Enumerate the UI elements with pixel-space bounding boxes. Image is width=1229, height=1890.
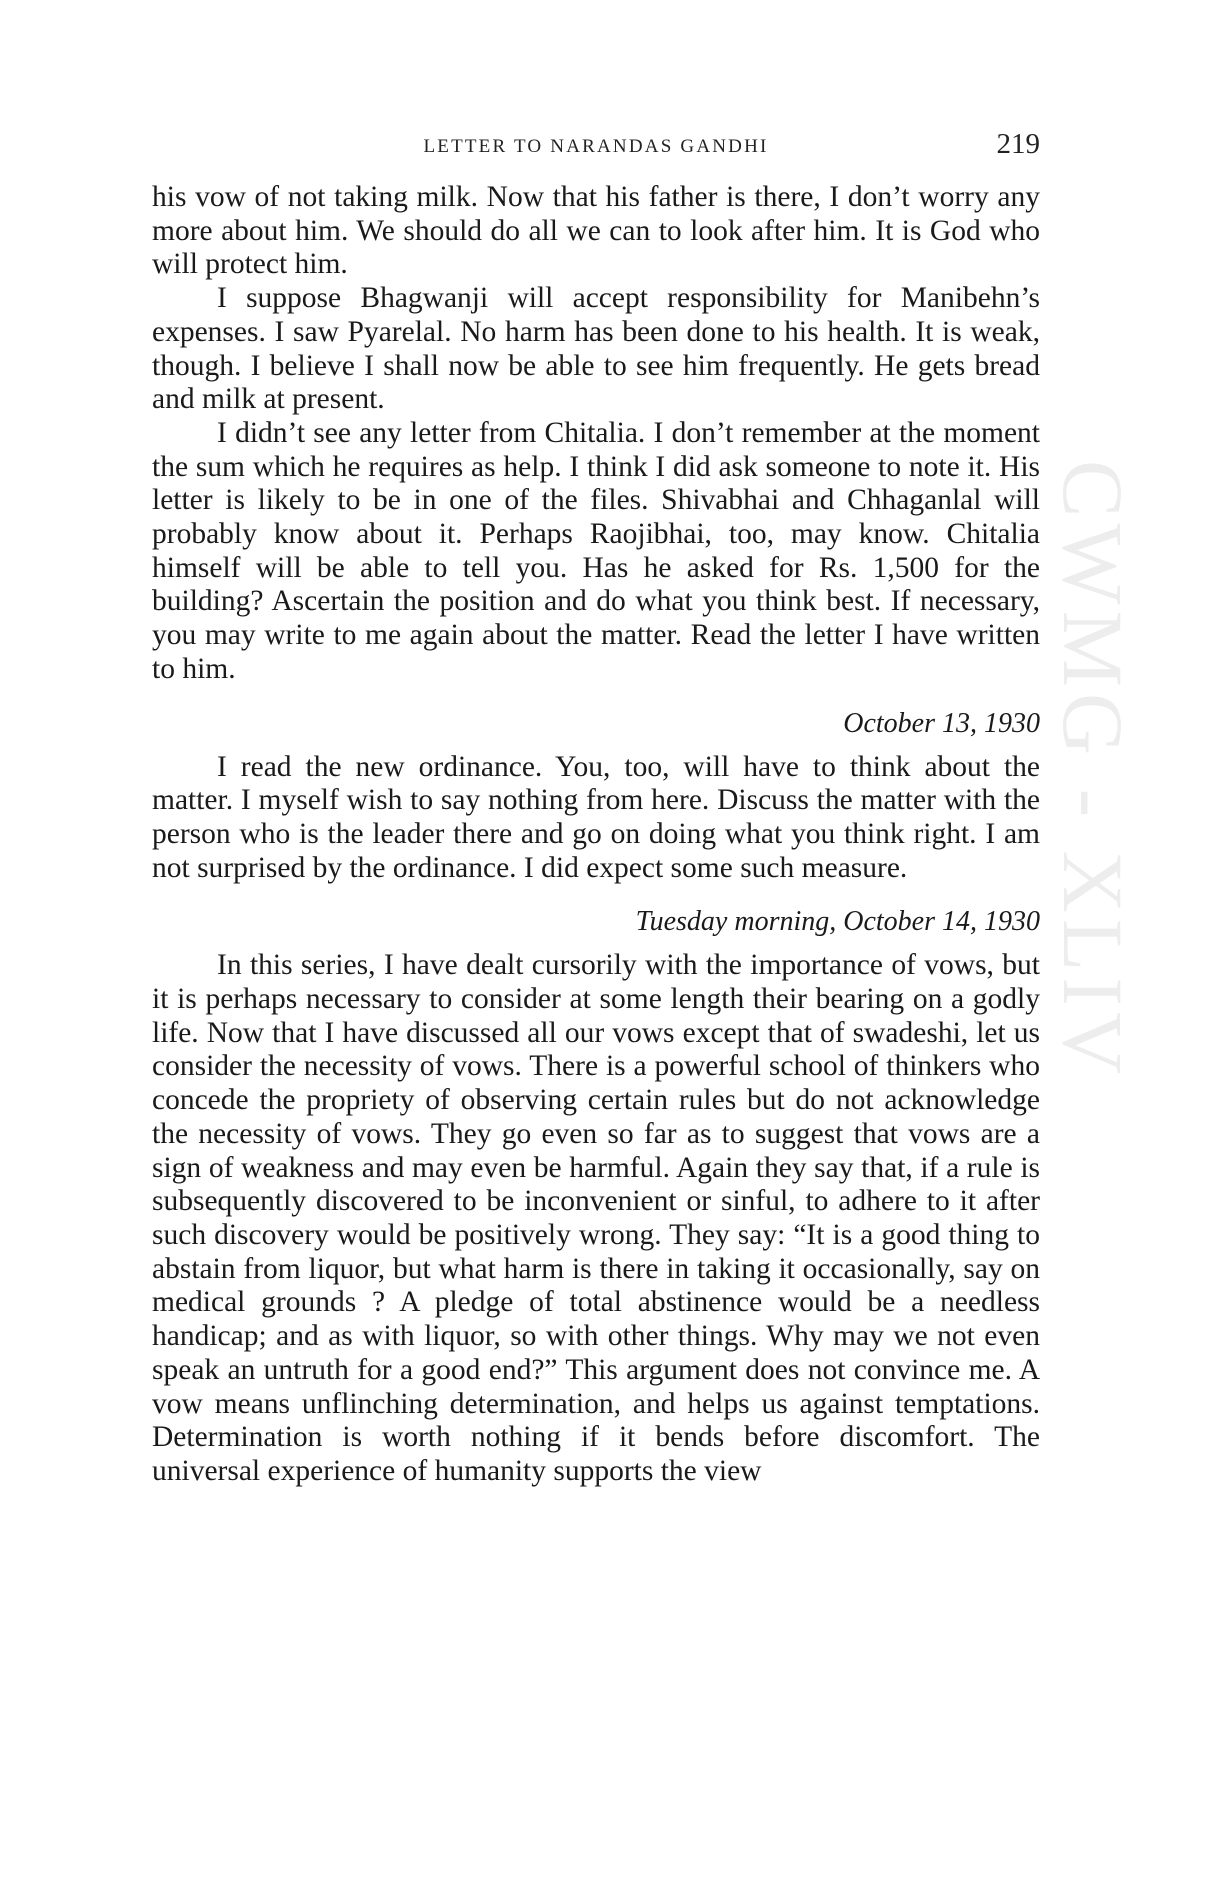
watermark [1043,460,1141,1460]
paragraph-3: I didn’t see any letter from Chitalia. I don’t remember at the moment the sum which he requires as help. I think I did ask someone to note it. His letter is likely to be in one of the files. Shivabhai and Chhaganlal will probably know about it. Perhaps Raojibhai, too, may know. Chitalia himself will be able to tell you. Has he asked for Rs. 1,500 for the building? Ascertain the position and do what you think best. If necessary, you may write to me again about the matter. Read the letter I have written to him. [152,416,1040,685]
dateline-october-14: Tuesday morning, October 14, 1930 [635,906,1040,938]
page-header [152,128,1040,168]
paragraph-4: I read the new ordinance. You, too, will have to think about the matter. I myself wish to say nothing from here. Discuss the matter with the person who is the leader there and go on doing what you think right. I am not surprised by the ordinance. I did expect some such measure. [152,750,1040,884]
paragraph-1: his vow of not taking milk. Now that his father is there, I don’t worry any more about him. We should do all we can to look after him. It is God who will protect him. [152,181,1040,281]
page-number: 219 [996,128,1040,160]
text-body [152,181,1040,1489]
running-title: LETTER TO NARANDAS GANDHI [423,136,769,157]
paragraph-2: I suppose Bhagwanji will accept responsibility for Manibehn’s expenses. I saw Pyarelal. No harm has been done to his health. It is weak, though. I believe I shall now be able to see him frequently. He gets bread and milk at present. [152,282,1040,416]
dateline-october-13: October 13, 1930 [843,707,1040,739]
watermark-text: CWMG - XLIV [1045,460,1141,1081]
paragraph-5: In this series, I have dealt cursorily with the importance of vows, but it is perhaps necessary to consider at some length their bearing on a godly life. Now that I have discussed all our vows except that of swadeshi, let us consider the necessity of vows. There is a powerful school of thinkers who concede the propriety of observing certain rules but do not acknowledge the necessity of vows. They go even so far as to suggest that vows are a sign of weakness and may even be harmful. Again they say that, if a rule is subsequently discovered to be inconvenient or sinful, to adhere to it after such discovery would be positively wrong. They say: “It is a good thing to abstain from liquor, but what harm is there in taking it occasionally, say on medical grounds ? A pledge of total abstinence would be a needless handicap; and as with liquor, so with other things. Why may we not even speak an untruth for a good end?” This argument does not convince me. A vow means unflinching determination, and helps us against temptations. Determination is worth nothing if it bends before discomfort. The universal experience of humanity supports the view [152,949,1040,1487]
